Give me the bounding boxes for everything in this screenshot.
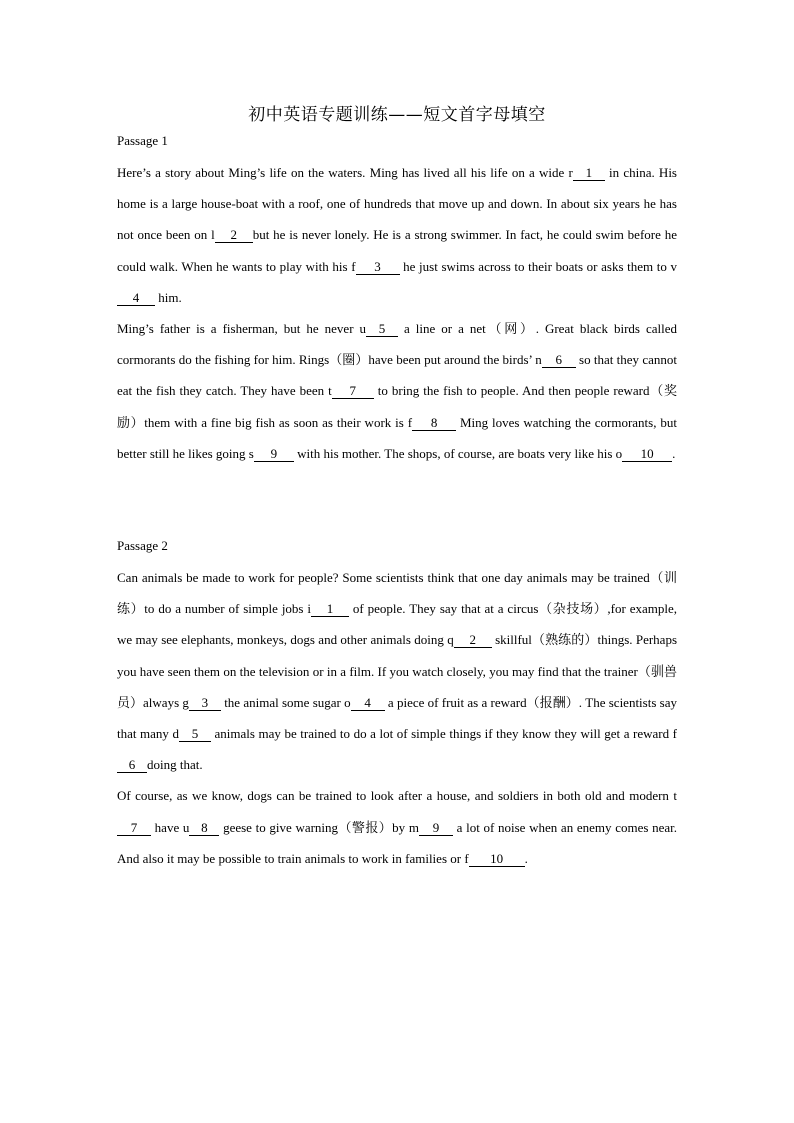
text-segment: Ming loves watching the cormorants, but better still he likes going s [117, 414, 677, 461]
text-segment: the animal some sugar o [220, 694, 351, 710]
blank-6[interactable]: 6 [117, 757, 147, 773]
text-segment: to bring the fish to people. And then people reward（奖励）them with a fine big fish as soon as their work is f [117, 383, 677, 430]
text-segment: skillful（熟练的）things. Perhaps you have seen them on the television or in a film. If you watch closely, you may find that the trainer（驯兽员）always g [117, 632, 678, 710]
text-segment: he just swims across to their boats or asks them to v [399, 258, 677, 274]
blank-2[interactable]: 2 [454, 632, 492, 648]
text-segment: him. [155, 289, 182, 305]
text-segment: Ming’s father is a fisherman, but he never u [117, 321, 367, 337]
text-segment: . [672, 445, 676, 461]
passage-2-paragraph-1 [117, 562, 677, 780]
text-segment: in china. His home is a large house-boat with a roof, one of hundreds that move up and down. In about six years he has not once been on l [117, 165, 677, 243]
text-segment: so that they cannot eat the fish they catch. They have been t [117, 352, 677, 399]
passage-1-paragraph-2 [117, 313, 677, 469]
text-segment: a lot of noise when an enemy comes near. And also it may be possible to train animals to work in families or f [117, 819, 677, 866]
blank-5[interactable]: 5 [366, 321, 398, 337]
blank-4[interactable]: 4 [117, 290, 155, 306]
blank-1[interactable]: 1 [573, 165, 605, 181]
page-title: 初中英语专题训练——短文首字母填空 [248, 105, 546, 125]
blank-9[interactable]: 9 [419, 820, 453, 836]
text-segment: animals may be trained to do a lot of simple things if they know they will get a reward f [210, 726, 677, 742]
text-segment: . [524, 850, 528, 866]
passage-2-paragraph-2 [117, 780, 677, 874]
blank-4[interactable]: 4 [351, 695, 385, 711]
text-segment: a piece of fruit as a reward（报酬）. The scientists say that many d [117, 694, 677, 742]
blank-9[interactable]: 9 [254, 446, 294, 462]
passage-2-heading: Passage 2 [117, 538, 168, 553]
blank-8[interactable]: 8 [412, 415, 456, 431]
text-segment: a line or a net（网）. Great black birds called cormorants do the fishing for him. Rings（圈）have been put around the birds’ n [117, 321, 677, 368]
text-segment: geese to give warning（警报）by m [219, 819, 419, 835]
text-segment: doing that. [147, 757, 203, 773]
blank-5[interactable]: 5 [179, 726, 211, 742]
text-segment: but he is never lonely. He is a strong swimmer. In fact, he could swim before he could walk. When he wants to play with his f [117, 227, 678, 274]
passage-1-paragraph-1 [117, 157, 677, 313]
text-segment: Can animals be made to work for people? Some scientists think that one day animals may be trained（训练）to do a number of simple jobs i [117, 570, 677, 617]
blank-2[interactable]: 2 [215, 227, 253, 243]
passage-1-body [117, 157, 677, 469]
text-segment: Of course, as we know, dogs can be trained to look after a house, and soldiers in both old and modern t [117, 788, 677, 804]
text-segment: have u [151, 819, 190, 835]
blank-10[interactable]: 10 [469, 851, 525, 867]
text-segment: Here’s a story about Ming’s life on the waters. Ming has lived all his life on a wide r [117, 165, 573, 180]
passage-2-body [117, 562, 677, 874]
blank-3[interactable]: 3 [356, 259, 400, 275]
blank-1[interactable]: 1 [311, 601, 349, 617]
text-segment: with his mother. The shops, of course, are boats very like his o [293, 445, 623, 461]
passage-1-heading: Passage 1 [117, 133, 168, 148]
blank-8[interactable]: 8 [189, 820, 219, 836]
blank-6[interactable]: 6 [542, 352, 576, 368]
text-segment: of people. They say that at a circus（杂技场）,for example, we may see elephants, monkeys, dogs and other animals doing q [117, 601, 677, 648]
blank-3[interactable]: 3 [189, 695, 221, 711]
blank-7[interactable]: 7 [332, 383, 374, 399]
blank-10[interactable]: 10 [622, 446, 672, 462]
blank-7[interactable]: 7 [117, 820, 151, 836]
